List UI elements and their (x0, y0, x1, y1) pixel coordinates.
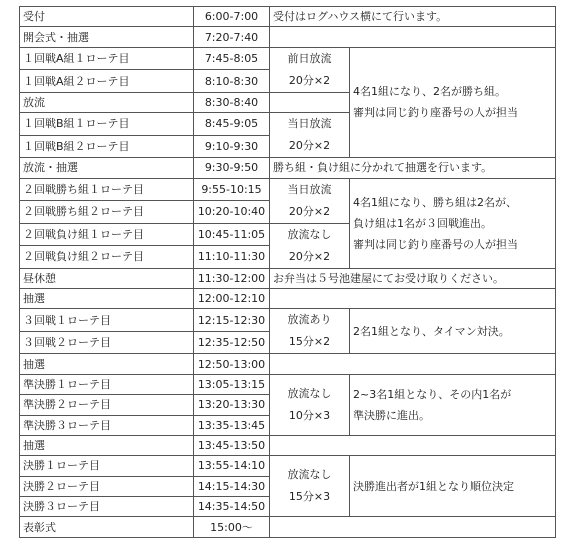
time-cell: 12:00-12:10 (194, 288, 270, 308)
time-cell: 8:10-8:30 (194, 70, 270, 93)
release-cell-empty (270, 92, 350, 112)
event-cell: 昼休憩 (20, 268, 194, 288)
note-cell: 勝ち組・負け組に分かれて抽選を行います。 (270, 158, 556, 178)
event-cell: 抽選 (20, 354, 194, 374)
note-cell: お弁当は５号池建屋にてお受け取りください。 (270, 268, 556, 288)
release-cell (270, 309, 350, 354)
note-cell (270, 517, 556, 537)
time-cell: 14:15-14:30 (194, 476, 270, 496)
release-type: 放流なし (287, 468, 332, 482)
table-row (20, 456, 556, 476)
event-cell: ３回戦１ローテ目 (20, 309, 194, 332)
duration: 20分×2 (288, 139, 331, 153)
time-cell: 9:10-9:30 (194, 135, 270, 158)
table-row (20, 27, 556, 47)
time-cell: 6:00-7:00 (194, 7, 270, 27)
event-cell: １回戦A組２ローテ目 (20, 70, 194, 93)
release-type: 当日放流 (287, 182, 332, 196)
event-cell: ２回戦負け組２ローテ目 (20, 246, 194, 269)
event-cell: ３回戦２ローテ目 (20, 331, 194, 354)
event-cell: ２回戦負け組１ローテ目 (20, 223, 194, 246)
time-cell: 8:45-9:05 (194, 113, 270, 136)
release-cell (270, 178, 350, 223)
table-row (20, 178, 556, 201)
release-cell (270, 456, 350, 517)
rule-note-line: 4名1組になり、2名が勝ち組。 (353, 85, 506, 99)
release-cell (270, 374, 350, 435)
release-type: 当日放流 (287, 117, 332, 131)
time-cell: 12:50-13:00 (194, 354, 270, 374)
time-cell: 10:45-11:05 (194, 223, 270, 246)
rule-note-line: 審判は同じ釣り座番号の人が担当 (353, 237, 518, 251)
event-cell: 準決勝１ローテ目 (20, 374, 194, 394)
duration: 20分×2 (288, 73, 331, 87)
time-cell: 13:45-13:50 (194, 435, 270, 455)
release-cell (270, 113, 350, 158)
table-row (20, 517, 556, 537)
rule-note-line: 負け組は1名が３回戦進出。 (353, 216, 492, 230)
event-cell: 放流・抽選 (20, 158, 194, 178)
table-row (20, 158, 556, 178)
time-cell: 13:05-13:15 (194, 374, 270, 394)
note-cell (270, 354, 556, 374)
time-cell: 13:35-13:45 (194, 415, 270, 435)
release-type: 放流なし (287, 386, 332, 400)
duration: 15分×3 (288, 490, 331, 504)
rule-note-cell (350, 178, 556, 268)
duration: 20分×2 (288, 204, 331, 218)
rule-note-cell (350, 309, 556, 354)
event-cell: 決勝１ローテ目 (20, 456, 194, 476)
rule-note-line: 決勝進出者が1組となり順位決定 (353, 479, 514, 493)
time-cell: 10:20-10:40 (194, 201, 270, 224)
rule-note-line: 4名1組になり、勝ち組は2名が、 (353, 195, 517, 209)
table-row (20, 47, 556, 70)
rule-note-line: 準決勝に進出。 (353, 408, 430, 422)
time-cell: 11:30-12:00 (194, 268, 270, 288)
rule-note-line: 2名1組となり、タイマン対決。 (353, 324, 510, 338)
event-cell: 受付 (20, 7, 194, 27)
duration: 15分×2 (288, 335, 331, 349)
rule-note-cell (350, 47, 556, 157)
event-cell: 放流 (20, 92, 194, 112)
table-row (20, 374, 556, 394)
time-cell: 7:20-7:40 (194, 27, 270, 47)
rule-note-cell (350, 456, 556, 517)
event-cell: ２回戦勝ち組２ローテ目 (20, 201, 194, 224)
event-cell: １回戦B組１ローテ目 (20, 113, 194, 136)
note-cell: 受付はログハウス横にて行います。 (270, 7, 556, 27)
duration: 10分×3 (288, 408, 331, 422)
time-cell: 7:45-8:05 (194, 47, 270, 70)
time-cell: 9:55-10:15 (194, 178, 270, 201)
event-cell: 抽選 (20, 435, 194, 455)
event-cell: １回戦A組１ローテ目 (20, 47, 194, 70)
note-cell (270, 288, 556, 308)
time-cell: 12:15-12:30 (194, 309, 270, 332)
time-cell: 12:35-12:50 (194, 331, 270, 354)
time-cell: 13:20-13:30 (194, 395, 270, 415)
time-cell: 14:35-14:50 (194, 497, 270, 517)
time-cell: 8:30-8:40 (194, 92, 270, 112)
table-row (20, 7, 556, 27)
schedule-table (19, 6, 556, 538)
note-cell (270, 27, 556, 47)
rule-note-cell (350, 374, 556, 435)
event-cell: ２回戦勝ち組１ローテ目 (20, 178, 194, 201)
time-cell: 9:30-9:50 (194, 158, 270, 178)
note-cell (270, 435, 556, 455)
event-cell: １回戦B組２ローテ目 (20, 135, 194, 158)
rule-note-line: 2~3名1組となり、その内1名が (353, 387, 512, 401)
duration: 20分×2 (288, 249, 331, 263)
table-row (20, 309, 556, 332)
event-cell: 開会式・抽選 (20, 27, 194, 47)
time-cell: 11:10-11:30 (194, 246, 270, 269)
event-cell: 抽選 (20, 288, 194, 308)
event-cell: 決勝２ローテ目 (20, 476, 194, 496)
event-cell: 決勝３ローテ目 (20, 497, 194, 517)
release-type: 前日放流 (287, 51, 332, 65)
time-cell: 13:55-14:10 (194, 456, 270, 476)
table-row (20, 288, 556, 308)
event-cell: 準決勝２ローテ目 (20, 395, 194, 415)
time-cell: 15:00〜 (194, 517, 270, 537)
event-cell: 準決勝３ローテ目 (20, 415, 194, 435)
table-row (20, 435, 556, 455)
table-row (20, 268, 556, 288)
release-cell (270, 223, 350, 268)
rule-note-line: 審判は同じ釣り座番号の人が担当 (353, 106, 518, 120)
release-type: 放流あり (287, 313, 332, 327)
release-cell (270, 47, 350, 92)
event-cell: 表彰式 (20, 517, 194, 537)
release-type: 放流なし (287, 227, 332, 241)
table-row (20, 354, 556, 374)
